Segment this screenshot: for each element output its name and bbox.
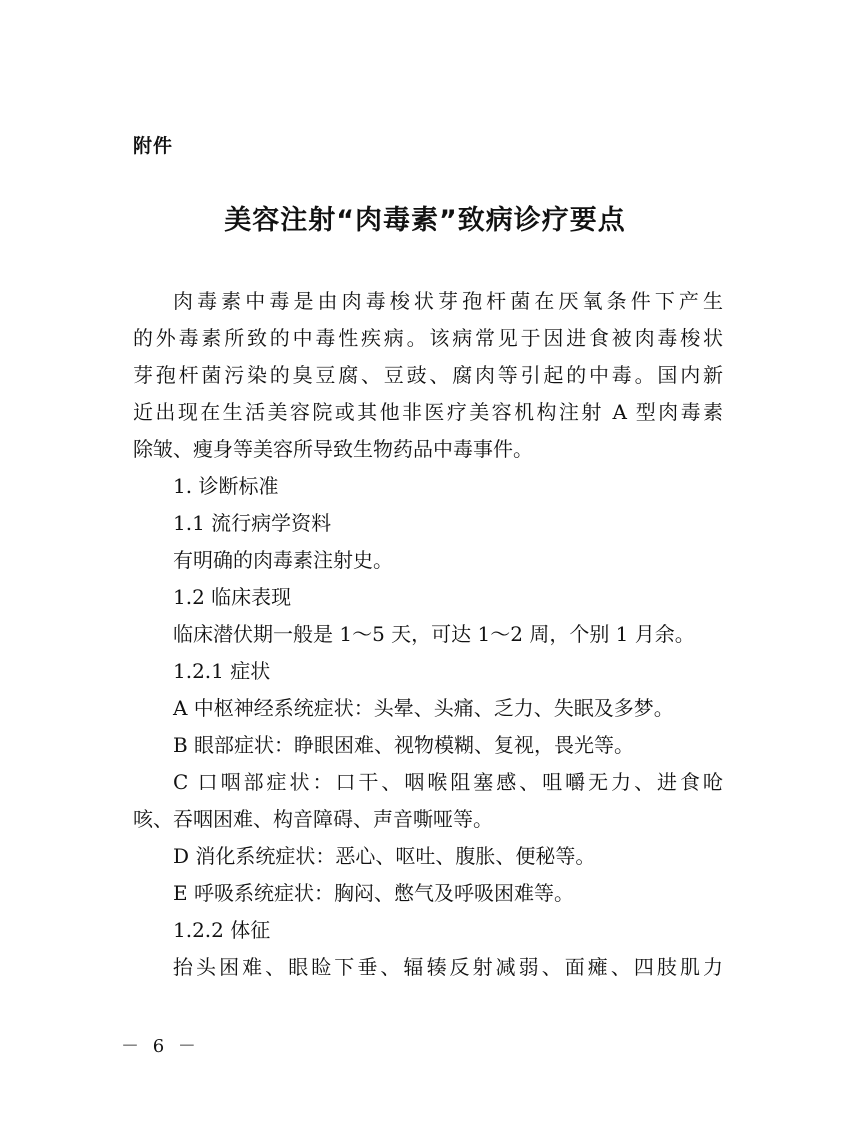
- paragraph-line: 抬头困难、眼睑下垂、辐辏反射减弱、面瘫、四肢肌力: [173, 955, 723, 979]
- section-heading: 1.1 流行病学资料: [173, 511, 332, 535]
- section-heading: 1. 诊断标准: [173, 474, 279, 498]
- attachment-label: 附件: [133, 135, 174, 157]
- section-heading: 1.2 临床表现: [173, 585, 292, 609]
- symptom-line: A 中枢神经系统症状：头晕、头痛、乏力、失眠及多梦。: [173, 696, 674, 720]
- body-text: [133, 283, 723, 986]
- document-title: 美容注射“肉毒素”致病诊疗要点: [224, 205, 626, 236]
- section-heading: 1.2.1 症状: [173, 659, 271, 683]
- section-heading: 1.2.2 体征: [173, 918, 271, 942]
- paragraph-line: 有明确的肉毒素注射史。: [173, 548, 393, 572]
- paragraph-line: 芽孢杆菌污染的臭豆腐、豆豉、腐肉等引起的中毒。国内新: [133, 363, 723, 387]
- symptom-line: B 眼部症状：睁眼困难、视物模糊、复视，畏光等。: [173, 733, 635, 757]
- paragraph-line: 的外毒素所致的中毒性疾病。该病常见于因进食被肉毒梭状: [133, 326, 723, 350]
- paragraph-line: 除皱、瘦身等美容所导致生物药品中毒事件。: [133, 437, 533, 461]
- symptom-line: C 口咽部症状：口干、咽喉阻塞感、咀嚼无力、进食呛: [173, 770, 723, 794]
- symptom-line: E 呼吸系统症状：胸闷、憋气及呼吸困难等。: [173, 881, 574, 905]
- symptom-line: D 消化系统症状：恶心、呕吐、腹胀、便秘等。: [173, 844, 596, 868]
- paragraph-line: 肉毒素中毒是由肉毒梭状芽孢杆菌在厌氧条件下产生: [173, 289, 723, 313]
- page-number: － 6 －: [121, 1036, 200, 1057]
- paragraph-line: 近出现在生活美容院或其他非医疗美容机构注射 A 型肉毒素: [133, 400, 723, 424]
- paragraph-line: 临床潜伏期一般是 1～5 天，可达 1～2 周，个别 1 月余。: [173, 622, 695, 646]
- symptom-line: 咳、吞咽困难、构音障碍、声音嘶哑等。: [133, 807, 493, 831]
